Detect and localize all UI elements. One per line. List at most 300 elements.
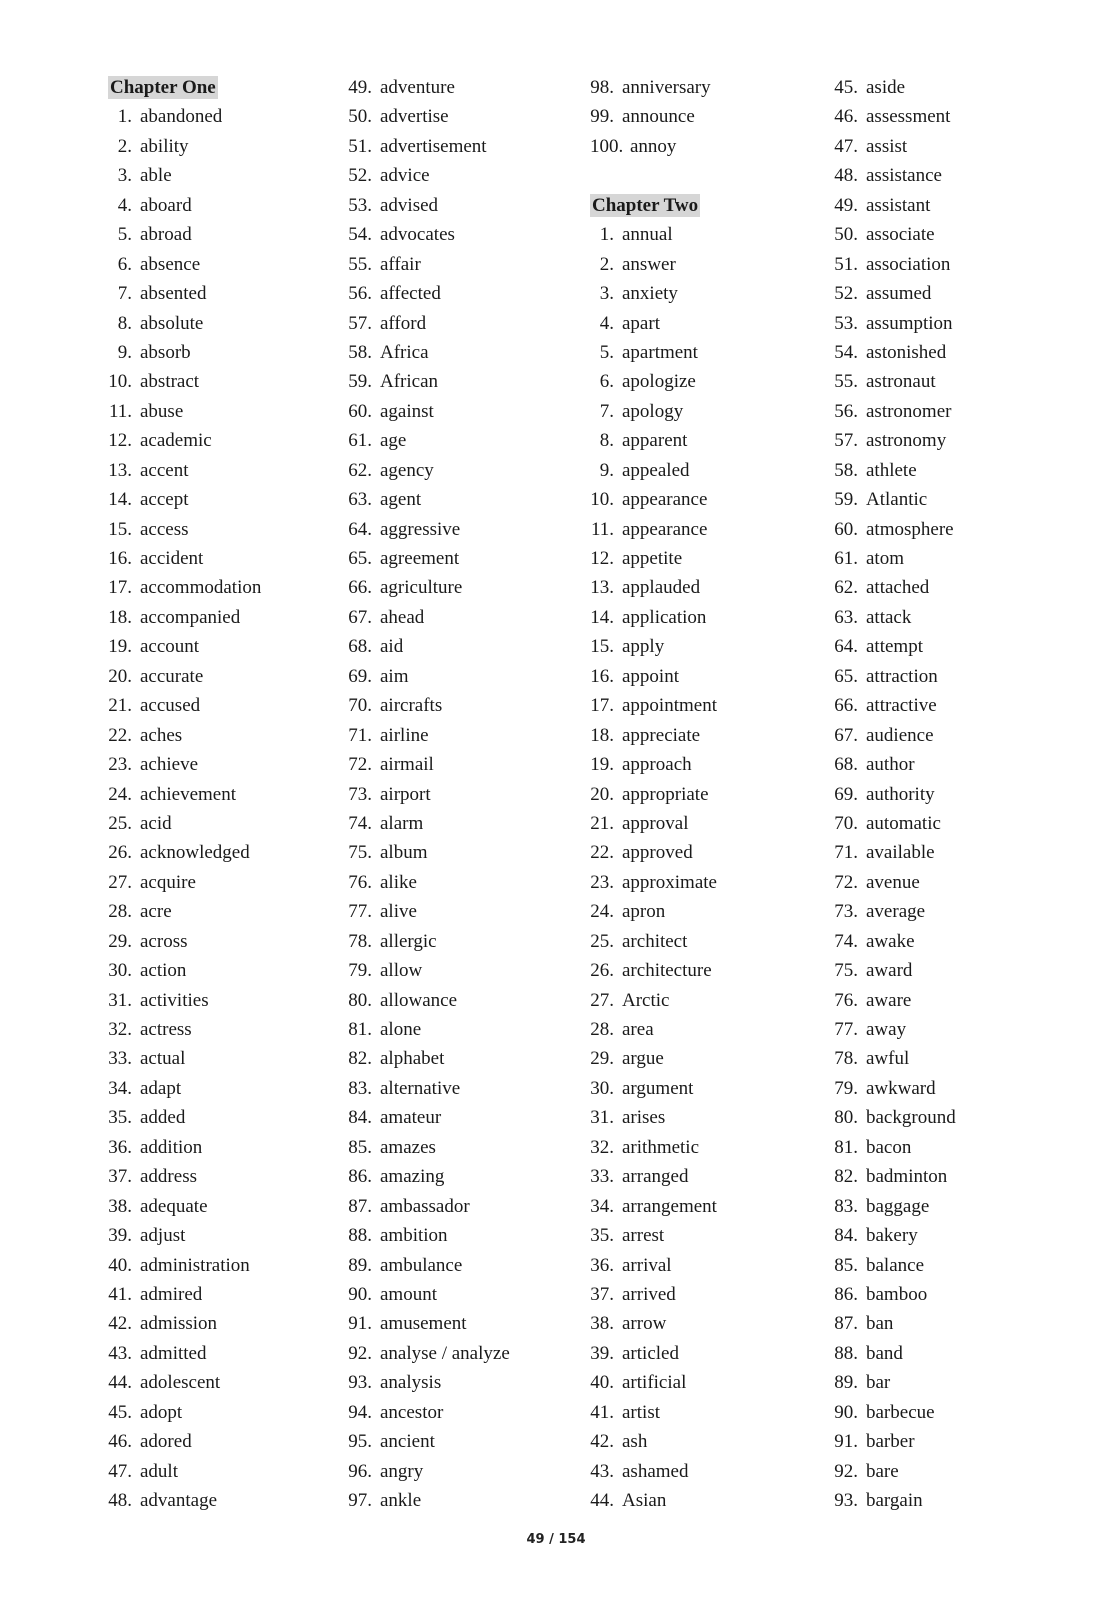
word-list-item: [108, 662, 261, 691]
word-list-item: [590, 691, 717, 720]
item-number: 43.: [108, 1342, 132, 1364]
item-word: adjust: [140, 1225, 186, 1247]
item-number: 58.: [348, 341, 372, 363]
item-number: 68.: [834, 754, 858, 776]
word-list-item: [590, 838, 717, 867]
word-list-item: [108, 986, 261, 1015]
item-number: 40.: [108, 1254, 132, 1276]
word-list-item: [590, 632, 717, 661]
item-word: arrow: [622, 1313, 667, 1335]
item-number: 62.: [834, 577, 858, 599]
item-number: 13.: [108, 459, 132, 481]
word-list-item: [834, 721, 956, 750]
word-list-item: [348, 1192, 510, 1221]
word-list-item: [834, 367, 956, 396]
word-list-item: [590, 956, 717, 985]
item-word: advertise: [380, 106, 449, 128]
word-list-item: [348, 1280, 510, 1309]
word-list-item: [590, 1044, 717, 1073]
word-list-item: [108, 868, 261, 897]
item-word: alive: [380, 901, 417, 923]
word-list-item: [108, 1074, 261, 1103]
word-list-item: [108, 1251, 261, 1280]
item-word: adult: [140, 1460, 178, 1482]
word-list-item: [108, 426, 261, 455]
item-word: acquire: [140, 871, 196, 893]
item-word: able: [140, 165, 172, 187]
item-word: adolescent: [140, 1372, 221, 1394]
item-number: 19.: [108, 636, 132, 658]
word-list-item: [348, 338, 510, 367]
item-word: aside: [866, 77, 906, 98]
item-word: bamboo: [866, 1283, 928, 1305]
word-list-item: [348, 1368, 510, 1397]
word-list-item: [108, 102, 261, 131]
item-word: appointment: [622, 695, 717, 717]
item-word: ancient: [380, 1431, 435, 1453]
item-word: argue: [622, 1048, 664, 1070]
item-word: award: [866, 960, 913, 982]
item-number: 91.: [348, 1313, 372, 1335]
item-word: astronomer: [866, 400, 952, 422]
word-list-item: [348, 721, 510, 750]
word-list-item: [348, 1339, 510, 1368]
item-number: 73.: [348, 783, 372, 805]
word-list-item: [590, 1103, 717, 1132]
item-word: attractive: [866, 695, 937, 717]
item-number: 1.: [599, 224, 614, 246]
word-list-item: [590, 1368, 717, 1397]
item-number: 65.: [834, 665, 858, 687]
word-list-item: [834, 1044, 956, 1073]
word-list-item: [834, 1339, 956, 1368]
item-word: appearance: [622, 518, 708, 540]
item-word: answer: [622, 253, 676, 275]
word-list-item: [348, 1162, 510, 1191]
item-word: awake: [866, 930, 915, 952]
item-number: 38.: [108, 1195, 132, 1217]
item-number: 56.: [834, 400, 858, 422]
word-list-item: [108, 1457, 261, 1486]
item-word: aches: [140, 724, 183, 746]
item-word: attached: [866, 577, 930, 599]
item-word: adventure: [380, 77, 455, 98]
word-list-item: [834, 1427, 956, 1456]
item-number: 32.: [108, 1019, 132, 1040]
item-number: 63.: [834, 606, 858, 628]
item-word: awful: [866, 1048, 910, 1070]
item-word: absorb: [140, 341, 191, 363]
item-number: 86.: [348, 1166, 372, 1188]
item-number: 87.: [348, 1195, 372, 1217]
item-number: 74.: [834, 930, 858, 952]
item-number: 94.: [348, 1401, 372, 1423]
word-list-item: [108, 1133, 261, 1162]
item-number: 76.: [348, 871, 372, 893]
item-word: association: [866, 253, 951, 275]
item-number: 42.: [590, 1431, 614, 1453]
item-word: arrival: [622, 1254, 672, 1276]
item-number: 80.: [348, 989, 372, 1011]
item-number: 80.: [834, 1107, 858, 1129]
item-number: 79.: [348, 960, 372, 982]
item-word: affair: [380, 253, 421, 275]
word-list-item: [108, 1221, 261, 1250]
word-list-item: [108, 1280, 261, 1309]
item-number: 59.: [834, 489, 858, 511]
word-list-item: [590, 309, 717, 338]
item-number: 42.: [108, 1313, 132, 1335]
word-list-item: [834, 632, 956, 661]
word-list-item: [348, 1133, 510, 1162]
item-number: 53.: [348, 194, 372, 216]
word-list-item: [590, 750, 717, 779]
item-number: 92.: [834, 1460, 858, 1482]
word-list-item: [348, 161, 510, 190]
word-list-item: [834, 691, 956, 720]
item-word: adopt: [140, 1401, 183, 1423]
word-list-item: [834, 544, 956, 573]
word-list-item: [834, 1133, 956, 1162]
item-number: 10.: [590, 489, 614, 511]
item-word: age: [380, 430, 407, 452]
word-list-item: [834, 1015, 956, 1044]
word-list-item: [348, 1486, 510, 1515]
item-word: aircrafts: [380, 695, 443, 717]
word-list-item: [590, 1162, 717, 1191]
item-number: 62.: [348, 459, 372, 481]
item-word: arises: [622, 1107, 666, 1129]
item-number: 34.: [590, 1195, 614, 1217]
word-list-item: [590, 544, 717, 573]
item-number: 50.: [348, 106, 372, 128]
word-list-item: [108, 132, 261, 161]
word-list-item: [834, 780, 956, 809]
word-list-item: [108, 338, 261, 367]
item-number: 70.: [348, 695, 372, 717]
item-number: 89.: [348, 1254, 372, 1276]
word-list-item: [108, 573, 261, 602]
item-word: admitted: [140, 1342, 207, 1364]
word-list-item: [348, 515, 510, 544]
item-number: 41.: [108, 1283, 132, 1305]
item-number: 33.: [108, 1048, 132, 1070]
word-list-item: [590, 132, 717, 161]
item-word: accused: [140, 695, 201, 717]
item-word: argument: [622, 1077, 694, 1099]
item-number: 51.: [834, 253, 858, 275]
item-number: 68.: [348, 636, 372, 658]
item-word: ability: [140, 135, 189, 157]
item-number: 14.: [590, 606, 614, 628]
item-word: Africa: [380, 341, 429, 363]
word-list-item: [590, 1074, 717, 1103]
word-list-item: [590, 1339, 717, 1368]
word-list-item: [108, 750, 261, 779]
item-number: 32.: [590, 1136, 614, 1158]
item-word: agency: [380, 459, 434, 481]
item-word: admired: [140, 1283, 203, 1305]
word-list-item: [834, 986, 956, 1015]
item-number: 17.: [108, 577, 132, 599]
item-number: 47.: [108, 1460, 132, 1482]
item-word: apologize: [622, 371, 696, 393]
word-list-item: [590, 1457, 717, 1486]
word-list-item: [108, 191, 261, 220]
item-number: 90.: [348, 1283, 372, 1305]
word-list-item: [348, 1015, 510, 1044]
word-list-item: [348, 1251, 510, 1280]
item-number: 71.: [834, 842, 858, 864]
word-list-item: [834, 1280, 956, 1309]
word-list-item: [348, 191, 510, 220]
item-word: amateur: [380, 1107, 442, 1129]
item-number: 92.: [348, 1342, 372, 1364]
word-list-item: [108, 1339, 261, 1368]
word-list-item: [348, 956, 510, 985]
item-word: admission: [140, 1313, 218, 1335]
item-number: 64.: [834, 636, 858, 658]
item-word: architect: [622, 930, 688, 952]
item-word: alternative: [380, 1077, 461, 1099]
item-word: advice: [380, 165, 430, 187]
item-number: 37.: [590, 1283, 614, 1305]
item-number: 88.: [834, 1342, 858, 1364]
word-list-item: [834, 1457, 956, 1486]
item-word: assumed: [866, 283, 932, 305]
word-list-item: [834, 868, 956, 897]
word-list-item: [348, 603, 510, 632]
word-list-item: [348, 250, 510, 279]
item-word: apparent: [622, 430, 688, 452]
item-word: action: [140, 960, 187, 982]
item-number: 20.: [108, 665, 132, 687]
item-number: 15.: [108, 518, 132, 540]
item-word: apology: [622, 400, 684, 422]
item-word: achievement: [140, 783, 237, 805]
item-word: ambulance: [380, 1254, 463, 1276]
word-list-item: [834, 309, 956, 338]
item-number: 35.: [590, 1225, 614, 1247]
item-word: accent: [140, 459, 189, 481]
item-number: 83.: [348, 1077, 372, 1099]
word-list-item: [834, 1251, 956, 1280]
word-list-item: [590, 485, 717, 514]
word-list-item: [834, 1398, 956, 1427]
word-list-item: [348, 868, 510, 897]
item-word: artist: [622, 1401, 660, 1423]
word-column-1: [108, 73, 261, 1515]
item-word: amount: [380, 1283, 437, 1305]
item-word: arrangement: [622, 1195, 717, 1217]
item-number: 19.: [590, 754, 614, 776]
item-number: 61.: [834, 548, 858, 569]
item-number: 33.: [590, 1166, 614, 1188]
item-number: 50.: [834, 224, 858, 246]
item-word: assistance: [866, 165, 942, 187]
item-word: activities: [140, 989, 209, 1011]
word-list-item: [108, 603, 261, 632]
item-word: airline: [380, 724, 429, 746]
item-number: 66.: [834, 695, 858, 717]
word-list-item: [590, 897, 717, 926]
item-word: athlete: [866, 459, 917, 481]
item-number: 83.: [834, 1195, 858, 1217]
item-word: assistant: [866, 194, 931, 216]
item-word: aboard: [140, 194, 192, 216]
item-number: 7.: [117, 283, 132, 305]
item-number: 5.: [599, 341, 614, 363]
item-number: 27.: [590, 989, 614, 1011]
item-word: astonished: [866, 341, 947, 363]
item-number: 13.: [590, 577, 614, 599]
word-list-item: [834, 750, 956, 779]
item-number: 64.: [348, 518, 372, 540]
item-word: articled: [622, 1342, 679, 1364]
item-word: appreciate: [622, 724, 701, 746]
item-number: 12.: [590, 548, 614, 569]
word-list-item: [834, 102, 956, 131]
item-number: 87.: [834, 1313, 858, 1335]
word-list-item: [348, 426, 510, 455]
item-word: balance: [866, 1254, 925, 1276]
word-list-item: [590, 986, 717, 1015]
chapter-two-heading: [590, 191, 717, 220]
item-number: 6.: [599, 371, 614, 393]
item-number: 7.: [599, 400, 614, 422]
item-word: ash: [622, 1431, 648, 1453]
word-list-item: [348, 1457, 510, 1486]
item-word: aggressive: [380, 518, 461, 540]
word-list-item: [834, 662, 956, 691]
item-word: agreement: [380, 548, 460, 569]
item-word: approved: [622, 842, 693, 864]
word-list-item: [348, 485, 510, 514]
item-number: 16.: [590, 665, 614, 687]
item-number: 89.: [834, 1372, 858, 1394]
item-word: absolute: [140, 312, 204, 334]
item-word: automatic: [866, 812, 941, 834]
item-number: 9.: [599, 459, 614, 481]
word-list-item: [348, 132, 510, 161]
item-number: 69.: [834, 783, 858, 805]
item-number: 75.: [834, 960, 858, 982]
word-list-item: [348, 309, 510, 338]
item-word: accompanied: [140, 606, 241, 628]
item-number: 82.: [348, 1048, 372, 1070]
item-word: acre: [140, 901, 172, 923]
word-list-item: [590, 1133, 717, 1162]
item-word: accommodation: [140, 577, 262, 599]
word-list-item: [108, 632, 261, 661]
item-word: associate: [866, 224, 935, 246]
item-number: 38.: [590, 1313, 614, 1335]
item-word: Atlantic: [866, 489, 928, 511]
item-word: announce: [622, 106, 695, 128]
item-number: 49.: [348, 77, 372, 98]
item-word: actual: [140, 1048, 186, 1070]
item-word: across: [140, 930, 188, 952]
item-number: 66.: [348, 577, 372, 599]
item-number: 99.: [590, 106, 614, 128]
item-word: amazing: [380, 1166, 445, 1188]
item-word: acid: [140, 812, 172, 834]
item-number: 60.: [348, 400, 372, 422]
word-list-item: [834, 809, 956, 838]
word-list-item: [834, 1162, 956, 1191]
word-list-item: [590, 515, 717, 544]
item-number: 97.: [348, 1490, 372, 1511]
item-number: 40.: [590, 1372, 614, 1394]
item-word: band: [866, 1342, 903, 1364]
word-list-item: [590, 603, 717, 632]
word-list-item: [108, 809, 261, 838]
word-list-item: [590, 1398, 717, 1427]
item-number: 75.: [348, 842, 372, 864]
item-number: 14.: [108, 489, 132, 511]
item-number: 23.: [590, 871, 614, 893]
item-word: added: [140, 1107, 186, 1129]
word-list-item: [108, 397, 261, 426]
word-list-item: [108, 691, 261, 720]
item-word: allergic: [380, 930, 437, 952]
item-number: 85.: [348, 1136, 372, 1158]
word-list-item: [108, 897, 261, 926]
item-word: adored: [140, 1431, 192, 1453]
word-list-item: [834, 191, 956, 220]
item-word: album: [380, 842, 428, 864]
item-number: 4.: [117, 194, 132, 216]
word-list-item: [348, 750, 510, 779]
item-number: 30.: [108, 960, 132, 982]
word-column-2: [348, 73, 510, 1515]
item-word: academic: [140, 430, 212, 452]
item-number: 1.: [117, 106, 132, 128]
item-word: aid: [380, 636, 404, 658]
item-number: 36.: [108, 1136, 132, 1158]
word-list-item: [834, 73, 956, 102]
item-word: bacon: [866, 1136, 912, 1158]
word-list-item: [834, 250, 956, 279]
item-word: Asian: [622, 1490, 667, 1511]
item-number: 81.: [834, 1136, 858, 1158]
item-number: 96.: [348, 1460, 372, 1482]
item-number: 65.: [348, 548, 372, 569]
item-number: 91.: [834, 1431, 858, 1453]
word-list-item: [590, 868, 717, 897]
item-word: alphabet: [380, 1048, 445, 1070]
word-list-item: [348, 1103, 510, 1132]
item-number: 25.: [590, 930, 614, 952]
word-list-item: [590, 1280, 717, 1309]
word-list-item: [348, 279, 510, 308]
item-number: 43.: [590, 1460, 614, 1482]
item-number: 47.: [834, 135, 858, 157]
item-number: 63.: [348, 489, 372, 511]
word-list-item: [108, 485, 261, 514]
item-number: 41.: [590, 1401, 614, 1423]
word-list-item: [348, 1044, 510, 1073]
item-word: barber: [866, 1431, 915, 1453]
item-word: advised: [380, 194, 439, 216]
item-number: 51.: [348, 135, 372, 157]
item-number: 30.: [590, 1077, 614, 1099]
word-list-item: [348, 1427, 510, 1456]
word-list-item: [348, 632, 510, 661]
item-number: 90.: [834, 1401, 858, 1423]
item-word: avenue: [866, 871, 920, 893]
word-list-item: [834, 1486, 956, 1515]
